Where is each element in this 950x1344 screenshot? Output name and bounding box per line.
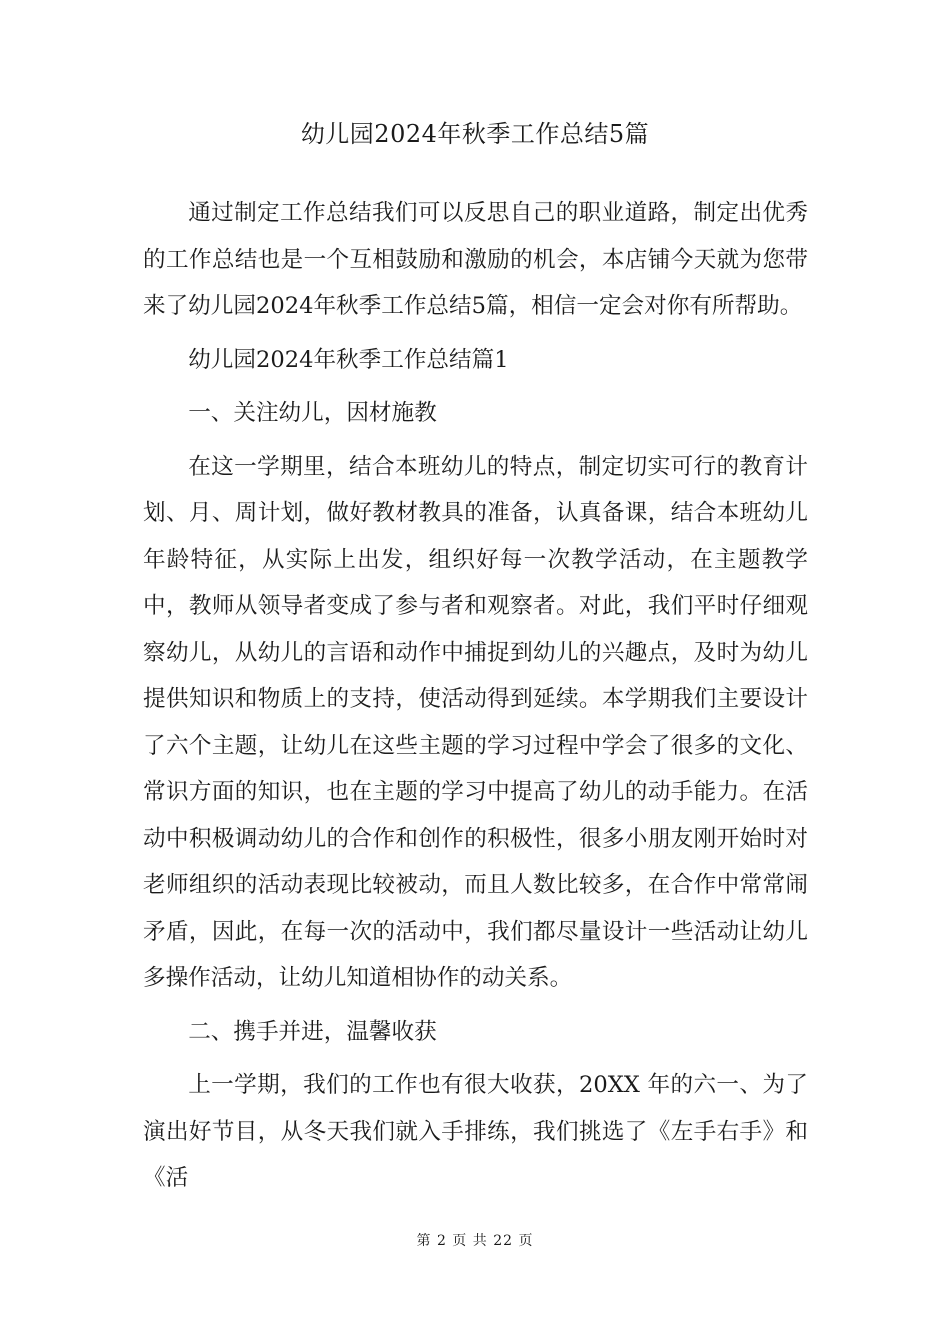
body-paragraph-2: 上一学期，我们的工作也有很大收获，20XX 年的六一、为了演出好节目，从冬天我们就入手排练，我们挑选了《左手右手》和《活: [143, 1072, 808, 1191]
body-paragraph-1: 在这一学期里，结合本班幼儿的特点，制定切实可行的教育计划、月、周计划，做好教材教具的准备，认真备课，结合本班幼儿年龄特征，从实际上出发，组织好每一次教学活动，在主题教学中，教师从领导者变成了参与者和观察者。对此，我们平时仔细观察幼儿，从幼儿的言语和动作中捕捉到幼儿的兴趣点，及时为幼儿提供知识和物质上的支持，使活动得到延续。本学期我们主要设计了六个主题，让幼儿在这些主题的学习过程中学会了很多的文化、常识方面的知识，也在主题的学习中提高了幼儿的动手能力。在活动中积极调动幼儿的合作和创作的积极性，很多小朋友刚开始时对老师组织的活动表现比较被动，而且人数比较多，在合作中常常闹矛盾，因此，在每一次的活动中，我们都尽量设计一些活动让幼儿多操作活动，让幼儿知道相协作的动关系。: [143, 453, 808, 991]
section-heading: 幼儿园2024年秋季工作总结篇1: [188, 346, 509, 373]
intro-paragraph: 通过制定工作总结我们可以反思自己的职业道路，制定出优秀的工作总结也是一个互相鼓励和激励的机会，本店铺今天就为您带来了幼儿园2024年秋季工作总结5篇，相信一定会对你有所帮助。: [143, 200, 808, 319]
subsection-heading-2: 二、携手并进，温馨收获: [188, 1018, 437, 1045]
document-title: 幼儿园2024年秋季工作总结5篇: [300, 120, 650, 148]
subsection-heading-1: 一、关注幼儿，因材施教: [188, 400, 437, 426]
document-body: [143, 190, 808, 1202]
page-footer: 第 2 页 共 22 页: [416, 1233, 534, 1249]
